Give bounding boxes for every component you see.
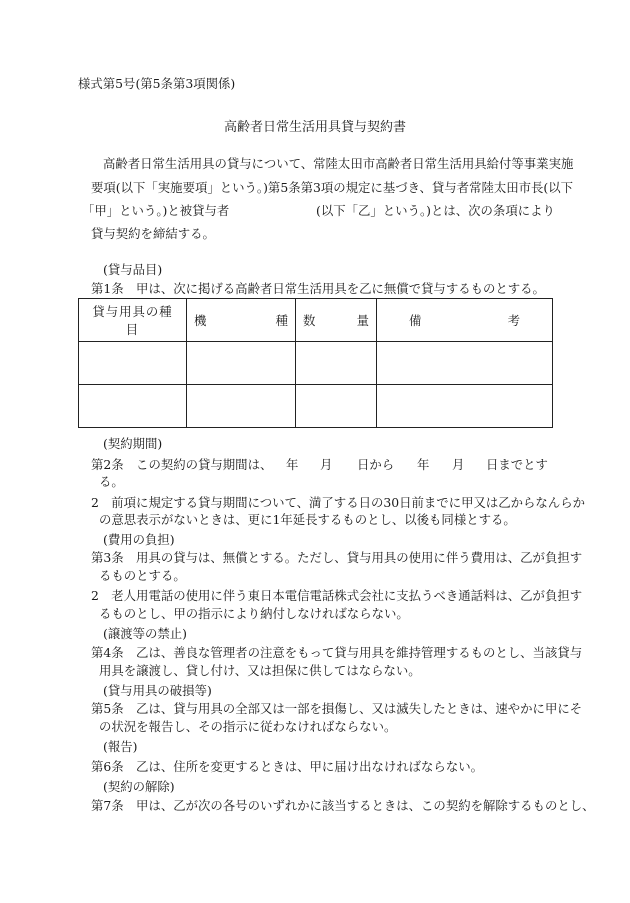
article-6-heading: (報告) <box>103 739 138 754</box>
preamble-line-3a: 「甲」という。)と被貸与者 <box>82 203 230 218</box>
article-2-day-1: 日から <box>357 457 395 472</box>
article-1-heading: (貸与品目) <box>103 262 163 277</box>
article-2-p2-line-1: 2 前項に規定する貸与期間について、満了する日の30日前までに甲又は乙からなんらか <box>91 495 585 510</box>
preamble-line-3b: (以下「乙」という。)とは、次の条項により <box>316 203 555 218</box>
article-2-year-2: 年 <box>417 457 430 472</box>
table-row <box>79 342 553 385</box>
article-2-year-1: 年 <box>286 457 299 472</box>
article-5-line-1: 第5条 乙は、貸与用具の全部又は一部を損傷し、又は滅失したときは、速やかに甲にそ <box>91 701 583 716</box>
article-4-heading: (譲渡等の禁止) <box>103 626 188 641</box>
preamble-line-2: 要項(以下「実施要項」という。)第5条第3項の規定に基づき、貸与者常陸太田市長(以下 <box>91 180 574 195</box>
article-2-p1: 第2条 この契約の貸与期間は、 <box>91 457 273 472</box>
article-2-day-2: 日までとす <box>486 457 548 472</box>
article-7-heading: (契約の解除) <box>103 779 175 794</box>
items-table <box>78 298 553 428</box>
col-model: 機 種 <box>187 299 296 342</box>
col-quantity: 数 量 <box>296 299 377 342</box>
table-header-row <box>79 299 553 342</box>
article-4-line-1: 第4条 乙は、善良な管理者の注意をもって貸与用具を維持管理するものとし、当該貸与 <box>91 645 583 660</box>
article-5-heading: (貸与用具の破損等) <box>103 683 212 698</box>
col-remarks: 備 考 <box>377 299 553 342</box>
article-3-heading: (費用の負担) <box>103 532 175 547</box>
preamble-line-1: 高齢者日常生活用具の貸与について、常陸太田市高齢者日常生活用具給付等事業実施 <box>103 156 574 171</box>
article-3-p2-line-1: 2 老人用電話の使用に伴う東日本電信電話株式会社に支払うべき通話料は、乙が負担す <box>91 588 583 603</box>
article-3-p1-line-2: るものとする。 <box>99 568 186 583</box>
preamble-line-4: 貸与契約を締結する。 <box>91 226 215 241</box>
article-6-line-1: 第6条 乙は、住所を変更するときは、甲に届け出なければならない。 <box>91 759 483 774</box>
article-4-line-2: 用具を譲渡し、貸し付け、又は担保に供してはならない。 <box>99 663 421 678</box>
article-3-p1-line-1: 第3条 用具の貸与は、無償とする。ただし、貸与用具の使用に伴う費用は、乙が負担す <box>91 550 583 565</box>
article-5-line-2: の状況を報告し、その指示に従わなければならない。 <box>99 719 397 734</box>
article-2-p1-cont: る。 <box>99 474 124 489</box>
col-item-type: 貸与用具の種目 <box>79 299 187 342</box>
article-3-p2-line-2: るものとし、甲の指示により納付しなければならない。 <box>99 606 409 621</box>
form-number: 様式第5号(第5条第3項関係) <box>78 76 236 91</box>
article-2-month-1: 月 <box>320 457 333 472</box>
table-row <box>79 385 553 428</box>
article-2-heading: (契約期間) <box>103 436 163 451</box>
article-2-month-2: 月 <box>452 457 465 472</box>
document-title: 高齢者日常生活用具貸与契約書 <box>223 120 406 135</box>
article-1-text: 第1条 甲は、次に掲げる高齢者日常生活用具を乙に無償で貸与するものとする。 <box>91 281 545 296</box>
article-2-p2-line-2: の意思表示がないときは、更に1年延長するものとし、以後も同様とする。 <box>99 512 516 527</box>
article-7-line-1: 第7条 甲は、乙が次の各号のいずれかに該当するときは、この契約を解除するものとし、 <box>91 798 595 813</box>
